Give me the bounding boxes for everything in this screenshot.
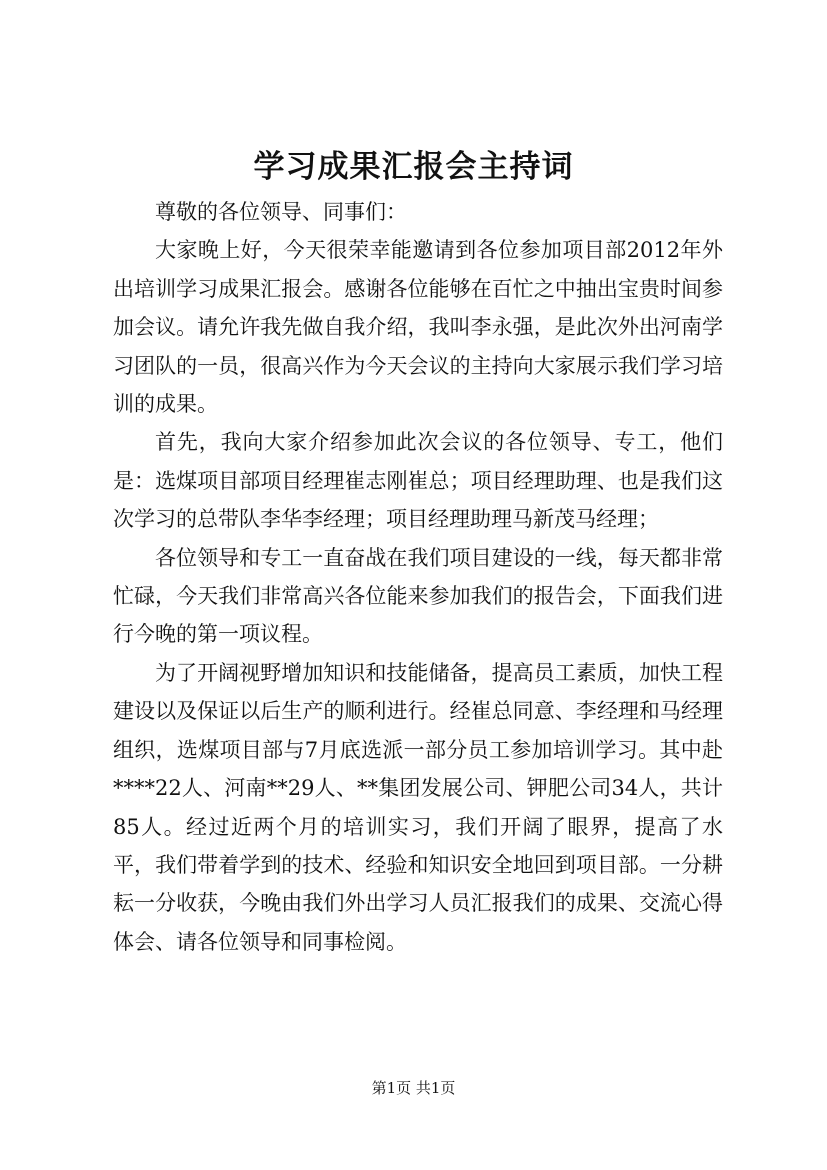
- opening-paragraph: 大家晚上好，今天很荣幸能邀请到各位参加项目部2012年外出培训学习成果汇报会。感谢各位能够在百忙之中抽出宝贵时间参加会议。请允许我先做自我介绍，我叫李永强，是此次外出河南学习团队的一员，很高兴作为今天会议的主持向大家展示我们学习培训的成果。: [113, 238, 723, 417]
- thanks-paragraph: 各位领导和专工一直奋战在我们项目建设的一线，每天都非常忙碌，今天我们非常高兴各位能来参加我们的报告会，下面我们进行今晚的第一项议程。: [113, 545, 723, 647]
- page-number-footer: 第1页 共1页: [371, 1079, 456, 1097]
- document-body: [113, 193, 723, 961]
- salutation-paragraph: 尊敬的各位领导、同事们：: [155, 200, 407, 224]
- training-summary-paragraph: 为了开阔视野增加知识和技能储备，提高员工素质，加快工程建设以及保证以后生产的顺利进行。经崔总同意、李经理和马经理组织，选煤项目部与7月底选派一部分员工参加培训学习。其中赴****22人、河南**29人、**集团发展公司、钾肥公司34人，共计85人。经过近两个月的培训实习，我们开阔了眼界，提高了水平，我们带着学到的技术、经验和知识安全地回到项目部。一分耕耘一分收获，今晚由我们外出学习人员汇报我们的成果、交流心得体会、请各位领导和同事检阅。: [113, 660, 723, 954]
- document-title: 学习成果汇报会主持词: [253, 149, 574, 185]
- introduction-paragraph: 首先，我向大家介绍参加此次会议的各位领导、专工，他们是：选煤项目部项目经理崔志刚崔总；项目经理助理、也是我们这次学习的总带队李华李经理；项目经理助理马新茂马经理；: [113, 430, 723, 532]
